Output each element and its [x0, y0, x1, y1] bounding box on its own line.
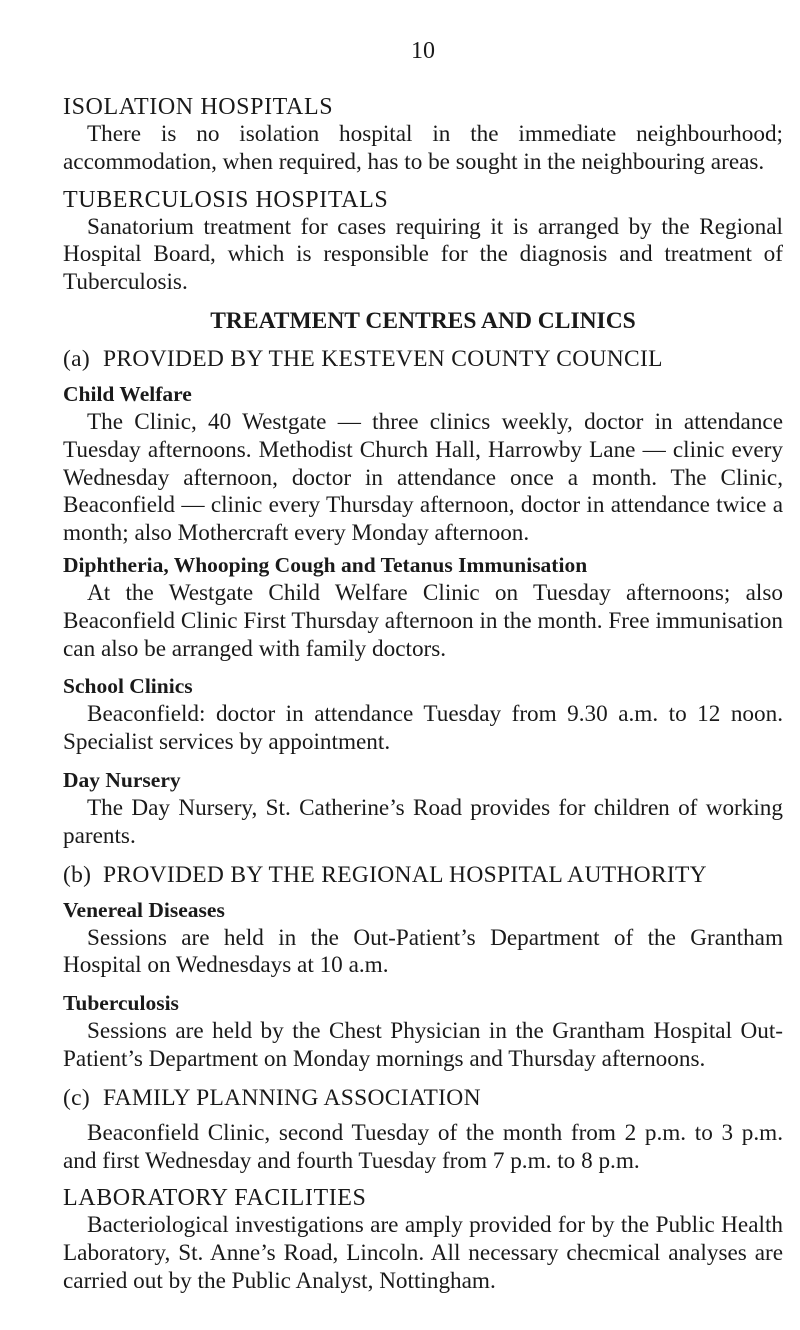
section-b-heading	[63, 861, 783, 889]
venereal-diseases-text: Sessions are held in the Out-Patient’s Department of the Grantham Hospital on Wednesdays at 10 a.m.	[63, 924, 783, 979]
section-b	[63, 861, 783, 1074]
section-b-letter: (b)	[63, 861, 92, 888]
child-welfare-heading: Child Welfare	[63, 381, 192, 406]
child-welfare-text: The Clinic, 40 Westgate — three clinics weekly, doctor in attendance Tuesday afternoons. Methodist Church Hall, Harrowby Lane — clinic every Wednesday afternoon, doctor in attendance once a month. The Clinic, Beaconfield — clinic every Thursday afternoon, doctor in attendance twice a month; also Mothercraft every Monday afternoon.	[63, 408, 783, 547]
family-planning-text: Beaconfield Clinic, second Tuesday of the month from 2 p.m. to 3 p.m. and first Wednesday and fourth Tuesday from 7 p.m. to 8 p.m.	[63, 1119, 783, 1174]
isolation-hospitals-section	[63, 94, 783, 177]
immunisation-text: At the Westgate Child Welfare Clinic on Tuesday afternoons; also Beaconfield Clinic First Thursday afternoon in the month. Free immunisation can also be arranged with family doctors.	[63, 579, 783, 662]
isolation-hospitals-heading: ISOLATION HOSPITALS	[63, 94, 334, 120]
tuberculosis-hospitals-heading: TUBERCULOSIS HOSPITALS	[63, 186, 389, 213]
treatment-centres-heading: TREATMENT CENTRES AND CLINICS	[210, 307, 636, 334]
section-a-title: PROVIDED BY THE KESTEVEN COUNTY COUNCIL	[103, 345, 663, 372]
laboratory-text: Bacteriological investigations are amply provided for by the Public Health Laboratory, St. Anne’s Road, Lincoln. All necessary checmical analyses are carried out by the Public Analyst, Nottingham.	[63, 1212, 783, 1294]
tuberculosis-hospitals-text: Sanatorium treatment for cases requiring it is arranged by the Regional Hospital Board, which is responsible for the diagnosis and treatment of Tuberculosis.	[63, 213, 783, 296]
venereal-diseases-heading: Venereal Diseases	[63, 897, 225, 922]
document-page	[63, 38, 783, 1306]
tuberculosis-hospitals-section	[63, 187, 783, 297]
page-number: 10	[411, 38, 435, 64]
section-c-heading	[63, 1084, 783, 1112]
section-c-letter: (c)	[63, 1084, 90, 1111]
isolation-hospitals-text: There is no isolation hospital in the immediate neighbourhood; accommodation, when required, has to be sought in the neighbouring areas.	[63, 121, 783, 175]
school-clinics-heading: School Clinics	[63, 674, 193, 699]
day-nursery-heading: Day Nursery	[63, 767, 181, 792]
immunisation-heading: Diphtheria, Whooping Cough and Tetanus Immunisation	[63, 552, 588, 577]
laboratory-heading: LABORATORY FACILITIES	[63, 1185, 367, 1212]
section-a	[63, 345, 783, 851]
section-a-letter: (a)	[63, 345, 90, 372]
day-nursery-text: The Day Nursery, St. Catherine’s Road provides for children of working parents.	[63, 794, 783, 849]
tuberculosis-heading: Tuberculosis	[63, 991, 179, 1016]
section-a-heading	[63, 345, 783, 373]
section-b-title: PROVIDED BY THE REGIONAL HOSPITAL AUTHORITY	[103, 861, 707, 888]
section-c-title: FAMILY PLANNING ASSOCIATION	[103, 1084, 481, 1111]
section-c	[63, 1084, 783, 1176]
school-clinics-text: Beaconfield: doctor in attendance Tuesday from 9.30 a.m. to 12 noon. Specialist services by appointment.	[63, 701, 783, 756]
laboratory-section	[63, 1185, 783, 1295]
tuberculosis-text: Sessions are held by the Chest Physician in the Grantham Hospital Out-Patient’s Department on Monday mornings and Thursday afternoons.	[63, 1018, 783, 1072]
